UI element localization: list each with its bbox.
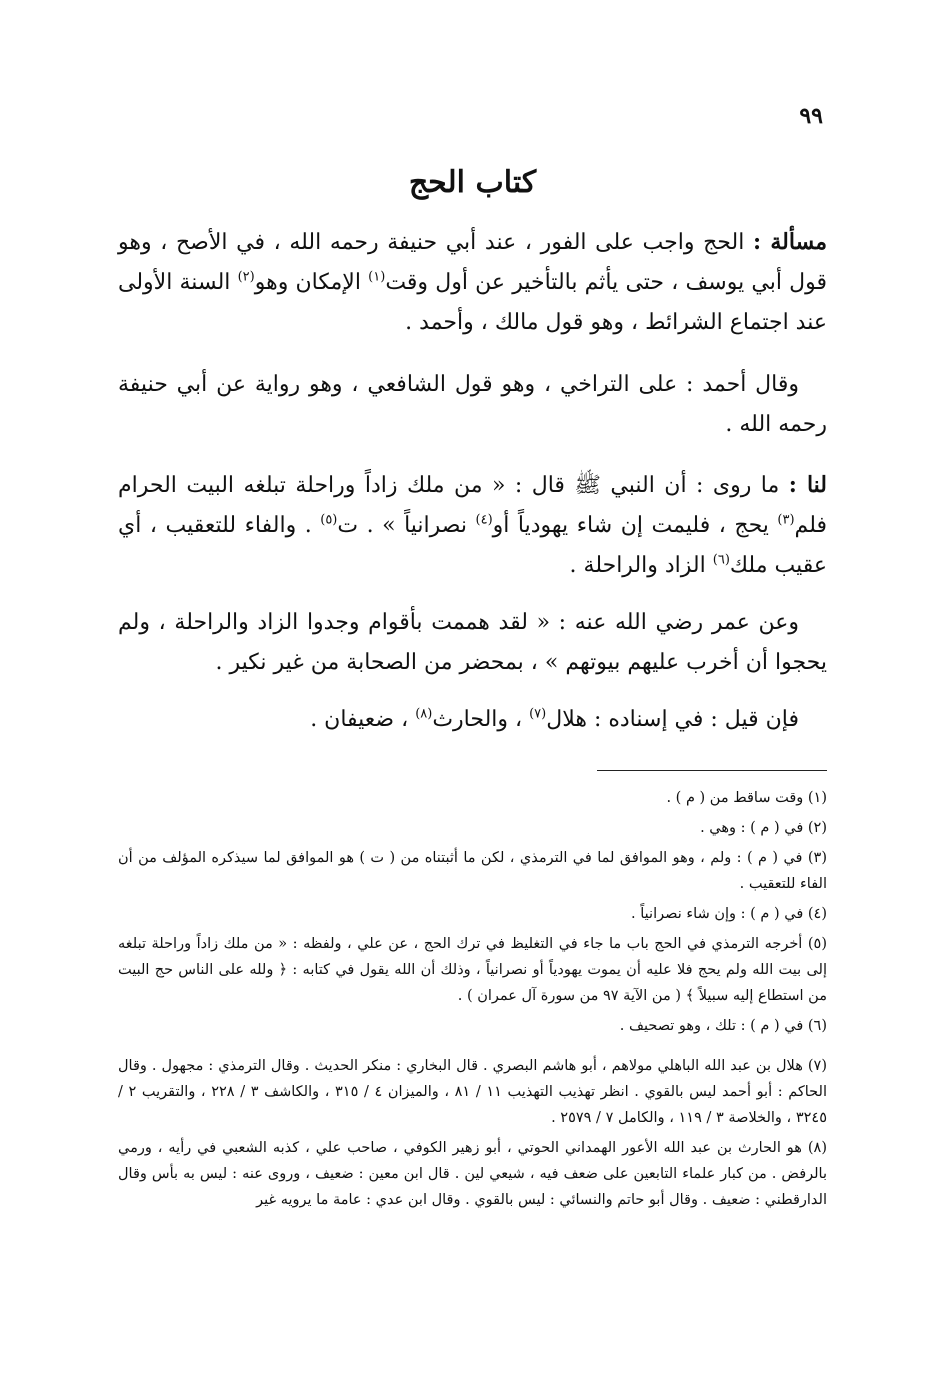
paragraph-5-text: ، ضعيفان . <box>310 707 416 732</box>
footnote-7: (٧) هلال بن عبد الله الباهلي مولاهم ، أبو هاشم البصري . قال البخاري : منكر الحديث . وقال الترمذي : مجهول . وقال الحاكم : أبو أحمد ليس بالقوي . انظر تهذيب التهذيب ١١ / ٨١ ، والميزان ٤ / ٣١٥ ، والكاشف ٣ / ٢٢٨ ، والتقريب ٢ / ٣٢٤٥ ، والخلاصة ٣ / ١١٩ ، والكامل ٧ / ٢٥٧٩ . <box>118 1058 827 1126</box>
footnote-ref-2: (٢) <box>237 269 255 285</box>
footnotes <box>118 785 827 1217</box>
paragraph-1 <box>118 222 827 343</box>
paragraph-1-text: الحج واجب على الفور ، عند أبي حنيفة رحمه الله ، في الأصح ، وهو قول أبي يوسف ، حتى يأثم بالتأخير عن أول وقت <box>118 230 828 295</box>
footnote-2: (٢) في ( م ) : وهي . <box>700 820 827 836</box>
paragraph-1-text: السنة الأولى عند اجتماع الشرائط ، وهو قول مالك ، وأحمد . <box>118 270 827 335</box>
footnote-ref-5: (٥) <box>320 512 338 528</box>
paragraph-5-text: فإن قيل : في إسناده : هلال <box>546 707 799 732</box>
footnote-ref-3: (٣) <box>777 512 795 528</box>
paragraph-3-lead: لنا : <box>788 472 827 498</box>
paragraph-2-text: وقال أحمد : على التراخي ، وهو قول الشافعي ، وهو رواية عن أبي حنيفة رحمه الله . <box>118 372 827 437</box>
paragraph-5-text: ، والحارث <box>432 707 530 732</box>
paragraph-1-lead: مسألة : <box>752 229 827 255</box>
paragraph-2 <box>118 365 827 445</box>
footnote-4: (٤) في ( م ) : وإن شاء نصرانياً . <box>631 906 827 922</box>
paragraph-3-text: الزاد والراحلة . <box>569 553 713 578</box>
footnote-3: (٣) في ( م ) : ولم ، وهو الموافق لما في الترمذي ، لكن ما أثبتناه من ( ت ) هو الموافق لما سيذكره المؤلف من أن الفاء للتعقيب . <box>118 850 827 892</box>
footnote-6: (٦) في ( م ) : تلك ، وهو تصحيف . <box>619 1018 827 1034</box>
chapter-title: كتاب الحج <box>408 165 537 200</box>
paragraph-3-text: يحج ، فليمت إن شاء يهودياً أو <box>492 513 778 538</box>
footnote-ref-6: (٦) <box>712 552 730 568</box>
footnote-ref-7: (٧) <box>529 706 547 722</box>
paragraph-4-text: وعن عمر رضي الله عنه : « لقد هممت بأقوام وجدوا الزاد والراحلة ، ولم يحجوا أن أخرب عليهم بيوتهم » ، بمحضر من الصحابة من غير نكير . <box>118 610 827 675</box>
paragraph-5 <box>118 700 827 740</box>
paragraph-3-text: ما روى : أن النبي ﷺ قال : « من ملك زاداً وراحلة تبلغه البيت الحرام فلم <box>118 473 827 538</box>
paragraph-1-text: الإمكان وهو <box>254 270 369 295</box>
footnote-ref-8: (٨) <box>415 706 433 722</box>
paragraph-3 <box>118 465 827 586</box>
footnote-8: (٨) هو الحارث بن عبد الله الأعور الهمداني الحوتي ، أبو زهير الكوفي ، صاحب علي ، كذبه الشعبي في رأيه ، ورمي بالرفض . من كبار علماء التابعين على ضعف فيه ، شيعي لين . قال ابن معين : ضعيف ، وروى عنه : ليس به بأس وقال الدارقطني : ضعيف . وقال أبو حاتم والنسائي : ليس بالقوي . وقال ابن عدي : عامة ما يرويه غير <box>118 1140 827 1208</box>
footnote-separator <box>597 770 827 771</box>
footnote-1: (١) وقت ساقط من ( م ) . <box>666 790 827 806</box>
footnote-5: (٥) أخرجه الترمذي في الحج باب ما جاء في التغليظ في ترك الحج ، عن علي ، ولفظه : « من ملك زاداً وراحلة تبلغه إلى بيت الله ولم يحج فلا عليه أن يموت يهودياً أو نصرانياً ، وذلك أن الله يقول في كتابه : ﴿ ولله على الناس حج البيت من استطاع إليه سبيلاً ﴾ ( من الآية ٩٧ من سورة آل عمران ) . <box>118 936 827 1004</box>
paragraph-3-text: . والفاء للتعقيب ، أي عقيب ملك <box>118 513 827 578</box>
footnote-ref-1: (١) <box>368 269 386 285</box>
paragraph-3-text: نصرانياً » . ت <box>337 513 476 538</box>
page-number: ٩٩ <box>799 103 823 129</box>
paragraph-4 <box>118 603 827 683</box>
footnote-ref-4: (٤) <box>475 512 493 528</box>
